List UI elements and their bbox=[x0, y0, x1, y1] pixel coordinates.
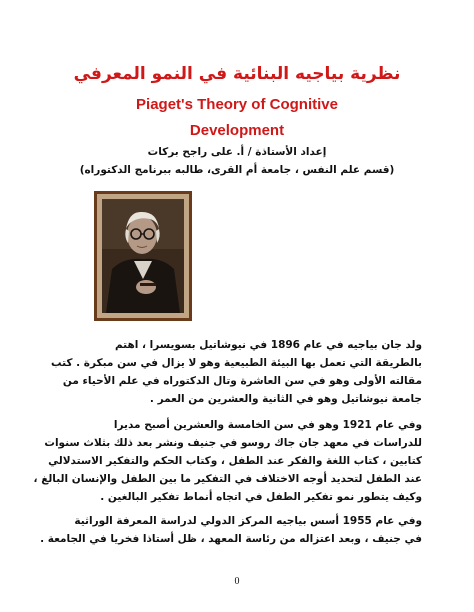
paragraph-line: عند الطفل لتحديد أوجه الاختلاف في التفكير ما بين الطفل والإنسان البالغ ، bbox=[33, 473, 422, 485]
paragraph-line: وفي عام 1921 وهو في سن الخامسة والعشرين أصبح مديرا bbox=[113, 419, 422, 431]
paragraph-line: بالطريقة التي تعمل بها البيئة الطبيعية وهو لا يزال في سن مبكرة . كتب bbox=[50, 357, 422, 369]
paragraph-line: ولد جان بياجيه في عام 1896 في نيوشاتيل بسويسرا ، اهتم bbox=[114, 339, 422, 351]
paragraph-line: مقالته الأولى وهو في سن العاشرة وتال الدكتوراه في علم الأحياء من bbox=[62, 375, 422, 387]
affiliation-line: (قسم علم النفس ، جامعة أم القرى، طالبه ببرنامج الدكتوراه) bbox=[79, 164, 395, 176]
title-arabic: نظرية بياجيه البنائية في النمو المعرفي bbox=[73, 64, 401, 84]
page-number: 0 bbox=[234, 576, 240, 587]
paragraph-line: وكيف يتطور نمو تفكير الطفل في اتجاه أنماط تفكير البالغين . bbox=[100, 491, 422, 503]
paragraph-3 bbox=[40, 512, 422, 548]
paragraph-2 bbox=[33, 416, 422, 506]
paragraph-line: جامعة نيوشاتيل وهو في الثانية والعشرين من العمر . bbox=[149, 393, 422, 405]
paragraph-line: في جنيف ، وبعد اعتزاله من رئاسة المعهد ، ظل أستاذا فخريا في الجامعة . bbox=[40, 533, 422, 545]
author-line: إعداد الأستاذة / أ. على راجح بركات bbox=[147, 146, 327, 158]
title-english-line2: Development bbox=[189, 122, 285, 139]
title-english-line1: Piaget's Theory of Cognitive bbox=[136, 96, 338, 113]
paragraph-line: وفي عام 1955 أسس بياجيه المركز الدولي لدراسة المعرفة الوراثية bbox=[74, 515, 422, 527]
portrait-photo-icon bbox=[102, 199, 184, 313]
paragraph-line: للدراسات في معهد جان جاك روسو في جنيف ونشر بعد ذلك بثلاث سنوات bbox=[44, 437, 422, 449]
paragraph-line: كتابين ، كتاب اللغة والفكر عند الطفل ، وكتاب الحكم والتفكير الاستدلالي bbox=[48, 455, 422, 467]
portrait-frame bbox=[94, 191, 192, 321]
paragraph-1 bbox=[52, 336, 422, 408]
